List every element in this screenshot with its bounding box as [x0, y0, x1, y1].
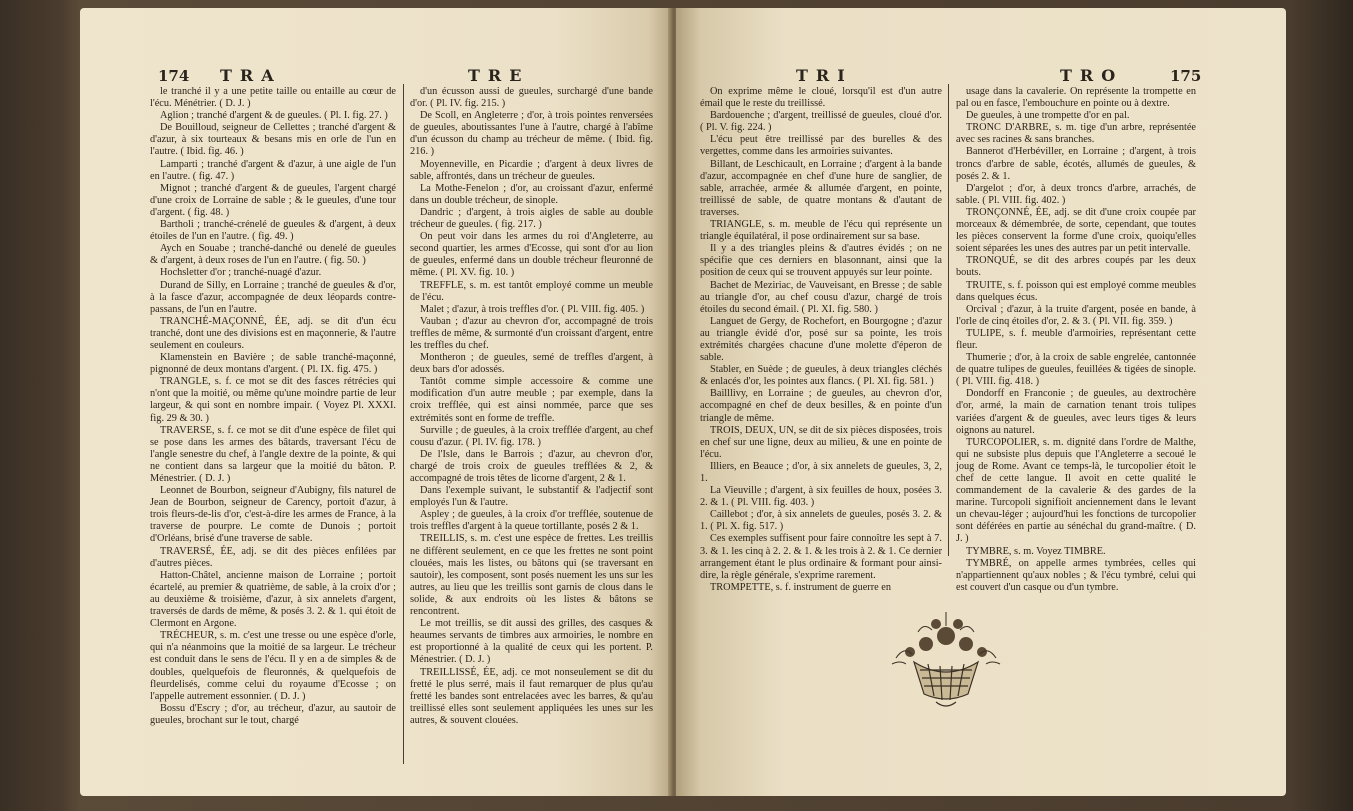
entry-paragraph: Mignot ; tranché d'argent & de gueules, l'argent chargé d'une croix de Lorraine de sable ; & le gueules, d'une tour d'argent. ( fig. 48. ) [150, 182, 396, 218]
left-page-number: 174 [158, 67, 190, 85]
entry-paragraph: On peut voir dans les armes du roi d'Angleterre, au second quartier, les armes d'Ecosse, qui sont d'or au lion de gueules, enfermé dans un double trécheur fleuronné de même. ( Pl. XV. fig. 10. ) [410, 231, 653, 279]
entry-paragraph: La Vieuville ; d'argent, à six feuilles de houx, posées 3. 2. & 1. ( Pl. VIII. fig. 403. ) [700, 485, 942, 509]
entry-paragraph: Ces exemples suffisent pour faire connoître les sept à 7. 3. & 1. les cinq à 2. 2. & 1. & les trois à 2. & 1. Ce dernier arrangement étant le plus ordinaire & formant pour ainsi-dire, la règle générale, s'exprime rarement. [700, 533, 942, 581]
entry-paragraph: Aglion ; tranché d'argent & de gueules. ( Pl. I. fig. 27. ) [160, 110, 388, 122]
entry-paragraph: Leonnet de Bourbon, seigneur d'Aubigny, fils naturel de Jean de Bourbon, seigneur de Carency, portoit d'azur, à trois fleurs-de-lis d'or, c'est-à-dire les armes de France, à la traverse de pourpre. Le comte de Dunois ; portoit d'Orléans, brisé d'une traverse de sable. [150, 485, 396, 545]
entry-paragraph: TULIPE, s. f. meuble d'armoiries, représentant cette fleur. [956, 327, 1196, 351]
entry-paragraph: TRAVERSÉ, ÉE, adj. se dit des pièces enfilées par d'autres pièces. [150, 545, 396, 569]
entry-paragraph: Bachet de Meziriac, de Vauveisant, en Bresse ; de sable au triangle d'or, au chef cousu d'azur, chargé de trois étoiles du second émail. ( Pl. XI. fig. 580. ) [700, 279, 942, 315]
entry-paragraph: Dondorff en Franconie ; de gueules, au dextrochère d'or, armé, la main de carnation tenant trois tulipes variées d'argent & de gueules, avec leurs tiges & leurs oignons au naturel. [956, 388, 1196, 436]
entry-paragraph: TRANCHÉ-MAÇONNÉ, ÉE, adj. se dit d'un écu tranché, dont une des divisions est en maçonnerie, & l'autre seulement en couleurs. [150, 315, 396, 351]
entry-paragraph: Il y a des triangles pleins & d'autres évidés ; on ne spécifie que ces derniers en blasonnant, ainsi que la position de ceux qui se trouvent appuyés sur leur pointe. [700, 243, 942, 279]
entry-paragraph: TROMPETTE, s. f. instrument de guerre en [710, 581, 892, 593]
entry-paragraph: Bossu d'Escry ; d'or, au trécheur, d'azur, au sautoir de gueules, brochant sur le tout, chargé [150, 702, 396, 726]
entry-paragraph: De Scoll, en Angleterre ; d'or, à trois pointes renversées de gueules, aboutissantes l'une à l'autre, chargé à l'abîme d'un écusson du champ au trécheur de même. ( Ibid. fig. 216. ) [410, 110, 653, 158]
entry-paragraph: Klamenstein en Bavière ; de sable tranché-maçonné, pignonné de deux montans d'argent. ( Pl. IX. fig. 475. ) [150, 352, 396, 376]
entry-paragraph: Montheron ; de gueules, semé de treffles d'argent, à deux bars d'or adossés. [410, 352, 653, 376]
basket-of-flowers-vignette [876, 602, 1016, 712]
entry-paragraph: De l'Isle, dans le Barrois ; d'azur, au chevron d'or, chargé de trois croix de gueules trefflées & 2, & accompagné de trois têtes de licorne d'argent, 2 & 1. [410, 448, 653, 484]
entry-paragraph: Hatton-Châtel, ancienne maison de Lorraine ; portoit écartelé, au premier & quatrième, de sable, à la croix d'or ; au deuxième & troisième, d'azur, à six annelets d'argent, traversés de dards de même, & posés 3. 2. & 1. qui étoit de Clermont en Argone. [150, 569, 396, 630]
entry-paragraph: TRIANGLE, s. m. meuble de l'écu qui représente un triangle équilatéral, il pose ordinairement sur sa base. [700, 219, 942, 243]
entry-paragraph: Illiers, en Beauce ; d'or, à six annelets de gueules, 3, 2, 1. [700, 460, 942, 484]
entry-paragraph: TREFFLE, s. m. est tantôt employé comme un meuble de l'écu. [410, 279, 653, 303]
right-running-head-left: TRI [796, 66, 853, 85]
entry-paragraph: Caillebot ; d'or, à six annelets de gueules, posés 3. 2. & 1. ( Pl. X. fig. 517. ) [700, 509, 942, 533]
entry-paragraph: Moyenneville, en Picardie ; d'argent à deux livres de sable, affrontés, dans un trécheur de gueules. [410, 158, 653, 182]
entry-paragraph: le tranché il y a une petite taille ou entaille au cœur de l'écu. Ménétrier. ( D. J. ) [150, 86, 396, 110]
right-running-head-right: TRO [1060, 66, 1124, 85]
entry-paragraph: TRONC D'ARBRE, s. m. tige d'un arbre, représentée avec ses racines & sans branches. [956, 122, 1196, 146]
entry-paragraph: Thumerie ; d'or, à la croix de sable engrelée, cantonnée de quatre tulipes de gueules, feuillées & tigées de sinople. ( Pl. VIII. fig. 418. ) [956, 352, 1196, 388]
entry-paragraph: Lamparti ; tranché d'argent & d'azur, à une aigle de l'un en l'autre. ( fig. 47. ) [150, 158, 396, 182]
left-column-2 [410, 86, 653, 727]
entry-paragraph: TREILLIS, s. m. c'est une espèce de frettes. Les treillis ne diffèrent seulement, en ce que les frettes ne sont point clouées, mais les listes, ou bâtons qui (se traversant en sautoir), les composent, sont posés nuement les uns sur les autres, au lieu que les treillis sont garnis de clous dans le solide, & aux endroits où les listes & bâtons se rencontrent. [410, 533, 653, 618]
entry-paragraph: Billant, de Leschicault, en Lorraine ; d'argent à la bande d'azur, accompagnée en chef d'une hure de sanglier, de sable, arrachée, armée & allumée d'argent, en pointe, treillissé de sable, de quatre montans & d'autant de traverses. [700, 158, 942, 218]
entry-paragraph: usage dans la cavalerie. On représente la trompette en pal ou en fasce, l'embouchure en pointe ou à dextre. [956, 86, 1196, 110]
entry-paragraph: Aych en Souabe ; tranché-danché ou denelé de gueules & d'argent, à deux roses de l'un en l'autre. ( fig. 50. ) [150, 243, 396, 267]
entry-paragraph: TRONÇONNÉ, ÉE, adj. se dit d'une croix coupée par morceaux & démembrée, de sorte, cependant, que toutes les pièces conservent la forme d'une croix, quoiqu'elles soient séparées les unes des autres par un petit intervalle. [956, 206, 1196, 255]
entry-paragraph: TROIS, DEUX, UN, se dit de six pièces disposées, trois en chef sur une ligne, deux au milieu, & une en pointe de l'écu. [700, 424, 942, 460]
left-running-head-left: TRA [220, 66, 282, 85]
entry-paragraph: TREILLISSÉ, ÉE, adj. ce mot nonseulement se dit du fretté le plus serré, mais il faut remarquer de plus qu'au fretté les bandes sont entrelacées avec les barres, & qu'au treillissé elles sont seulement appliquées les unes sur les autres, & souvent clouées. [410, 666, 653, 726]
entry-paragraph: TRÉCHEUR, s. m. c'est une tresse ou une espèce d'orle, qui n'a néanmoins que la moitié de sa largeur. Le trécheur est conduit dans le sens de l'écu. Il y en a de simples & de doubles, quelquefois de fleuronnés, & quelquefois de fleurdelisés, comme celui du royaume d'Ecosse ; on l'appelle autrement essonnier. ( D. J. ) [150, 630, 396, 702]
right-page-number: 175 [1170, 67, 1202, 85]
entry-paragraph: La Mothe-Fenelon ; d'or, au croissant d'azur, enfermé dans un double trécheur, de sinople. [410, 182, 653, 206]
entry-paragraph: Bailllivy, en Lorraine ; de gueules, au chevron d'or, accompagné en chef de deux besilles, & en pointe d'un triangle de même. [700, 388, 942, 424]
entry-paragraph: Le mot treillis, se dit aussi des grilles, des casques & heaumes servants de timbres aux armoiries, le nombre en est proportionné à la qualité de ceux qui les portent. P. Ménestrier. ( D. J. ) [410, 618, 653, 666]
entry-paragraph: Malet ; d'azur, à trois treffles d'or. ( Pl. VIII. fig. 405. ) [420, 303, 645, 315]
left-running-head-right: TRE [468, 66, 530, 85]
right-column-1 [700, 86, 942, 594]
entry-paragraph: d'un écusson aussi de gueules, surchargé d'une bande d'or. ( Pl. IV. fig. 215. ) [410, 86, 653, 110]
entry-paragraph: Vauban ; d'azur au chevron d'or, accompagné de trois treffles de même, & surmonté d'un croissant d'argent, entre les treffles du chef. [410, 315, 653, 351]
entry-paragraph: Stabler, en Suède ; de gueules, à deux triangles cléchés & enlacés d'or, les pointes aux flancs. ( Pl. XI. fig. 581. ) [700, 364, 942, 388]
entry-paragraph: TURCOPOLIER, s. m. dignité dans l'ordre de Malthe, qui ne subsiste plus depuis que l'Angleterre a secoué le joug de Rome. Avant ce temps-là, le turcopolier étoit le chef de cette langue. Il avoit en cette qualité le commandement de la cavalerie & des gardes de la marine. Turcopoli signifioit anciennement dans le levant un chevau-léger ; aujourd'hui les fonctions de turcopolier sont déférées en partie au sénéchal du grand-maître. ( D. J. ) [956, 436, 1196, 545]
column-rule [948, 84, 949, 556]
entry-paragraph: Bardouenche ; d'argent, treillissé de gueules, cloué d'or. ( Pl. V. fig. 224. ) [700, 110, 942, 134]
column-rule [403, 84, 404, 764]
entry-paragraph: Aspley ; de gueules, à la croix d'or trefflée, soutenue de trois treffles d'argent à la queue tortillante, posés 2 & 1. [410, 509, 653, 533]
entry-paragraph: Bartholi ; tranché-crénelé de gueules & d'argent, à deux étoiles de l'un en l'autre. ( fig. 49. ) [150, 219, 396, 243]
left-column-1 [150, 86, 396, 727]
entry-paragraph: Hochsletter d'or ; tranché-nuagé d'azur. [160, 267, 322, 279]
entry-paragraph: TYMBRÉ, on appelle armes tymbrées, celles qui n'appartiennent qu'aux nobles ; & l'écu tymbré, celui qui est couvert d'un casque ou d'un tymbre. [956, 557, 1196, 593]
entry-paragraph: Surville ; de gueules, à la croix trefflée d'argent, au chef cousu d'azur. ( Pl. IV. fig. 178. ) [410, 424, 653, 448]
right-column-2 [956, 86, 1196, 594]
entry-paragraph: Bannerot d'Herbéviller, en Lorraine ; d'argent, à trois troncs d'arbre de sable, écotés, allumés de gueules, & posés 2. & 1. [956, 146, 1196, 182]
entry-paragraph: L'écu peut être treillissé par des burelles & des vergettes, comme dans les armoiries suivantes. [700, 134, 942, 158]
entry-paragraph: Orcival ; d'azur, à la truite d'argent, posée en bande, à l'orle de cinq étoiles d'or, 2. & 3. ( Pl. VII. fig. 359. ) [956, 303, 1196, 327]
entry-paragraph: D'argelot ; d'or, à deux troncs d'arbre, arrachés, de sable. ( Pl. VIII. fig. 402. ) [956, 182, 1196, 206]
entry-paragraph: TRONQUÉ, se dit des arbres coupés par les deux bouts. [956, 255, 1196, 279]
entry-paragraph: Durand de Silly, en Lorraine ; tranché de gueules & d'or, à la fasce d'azur, accompagnée de deux léopards contre-passans, de l'un en l'autre. [150, 279, 396, 315]
entry-paragraph: De gueules, à une trompette d'or en pal. [966, 110, 1130, 122]
right-page [676, 8, 1286, 796]
entry-paragraph: Dans l'exemple suivant, le substantif & l'adjectif sont employés l'un & l'autre. [410, 485, 653, 509]
entry-paragraph: De Bouilloud, seigneur de Cellettes ; tranché d'argent & d'azur, à six tourteaux & besans mis en orle de l'un en l'autre. ( Ibid. fig. 46. ) [150, 122, 396, 158]
entry-paragraph: Languet de Gergy, de Rochefort, en Bourgogne ; d'azur au triangle évidé d'or, posé sur sa pointe, les trois extrémités chargées chacune d'une molette d'éperon de sable. [700, 315, 942, 364]
entry-paragraph: On exprime même le cloué, lorsqu'il est d'un autre émail que le reste du treillissé. [700, 86, 942, 110]
entry-paragraph: Tantôt comme simple accessoire & comme une modification d'un autre meuble ; par exemple, dans la croix trefflée, qui est ainsi nommée, parce que ses extrémités sont en forme de treffle. [410, 376, 653, 424]
entry-paragraph: TRAVERSE, s. f. ce mot se dit d'une espèce de filet qui se pose dans les armes des bâtards, traversant l'écu de l'angle senestre du chef, à l'angle dextre de la pointe, & qui ne contient dans sa largeur que la moitié du bâton. P. Ménestrier. ( D. J. ) [150, 424, 396, 484]
entry-paragraph: TRANGLE, s. f. ce mot se dit des fasces rétrécies qui n'ont que la moitié, ou même qu'une moindre partie de leur largeur, & qui sont en nombre impair. ( Voyez Pl. XXXI. fig. 29 & 30. ) [150, 376, 396, 424]
entry-paragraph: TRUITE, s. f. poisson qui est employé comme meubles dans quelques écus. [956, 279, 1196, 303]
entry-paragraph: Dandric ; d'argent, à trois aigles de sable au double trécheur de gueules. ( fig. 217. ) [410, 206, 653, 231]
entry-paragraph: TYMBRE, s. m. Voyez TIMBRE. [966, 545, 1106, 557]
left-page [80, 8, 672, 796]
